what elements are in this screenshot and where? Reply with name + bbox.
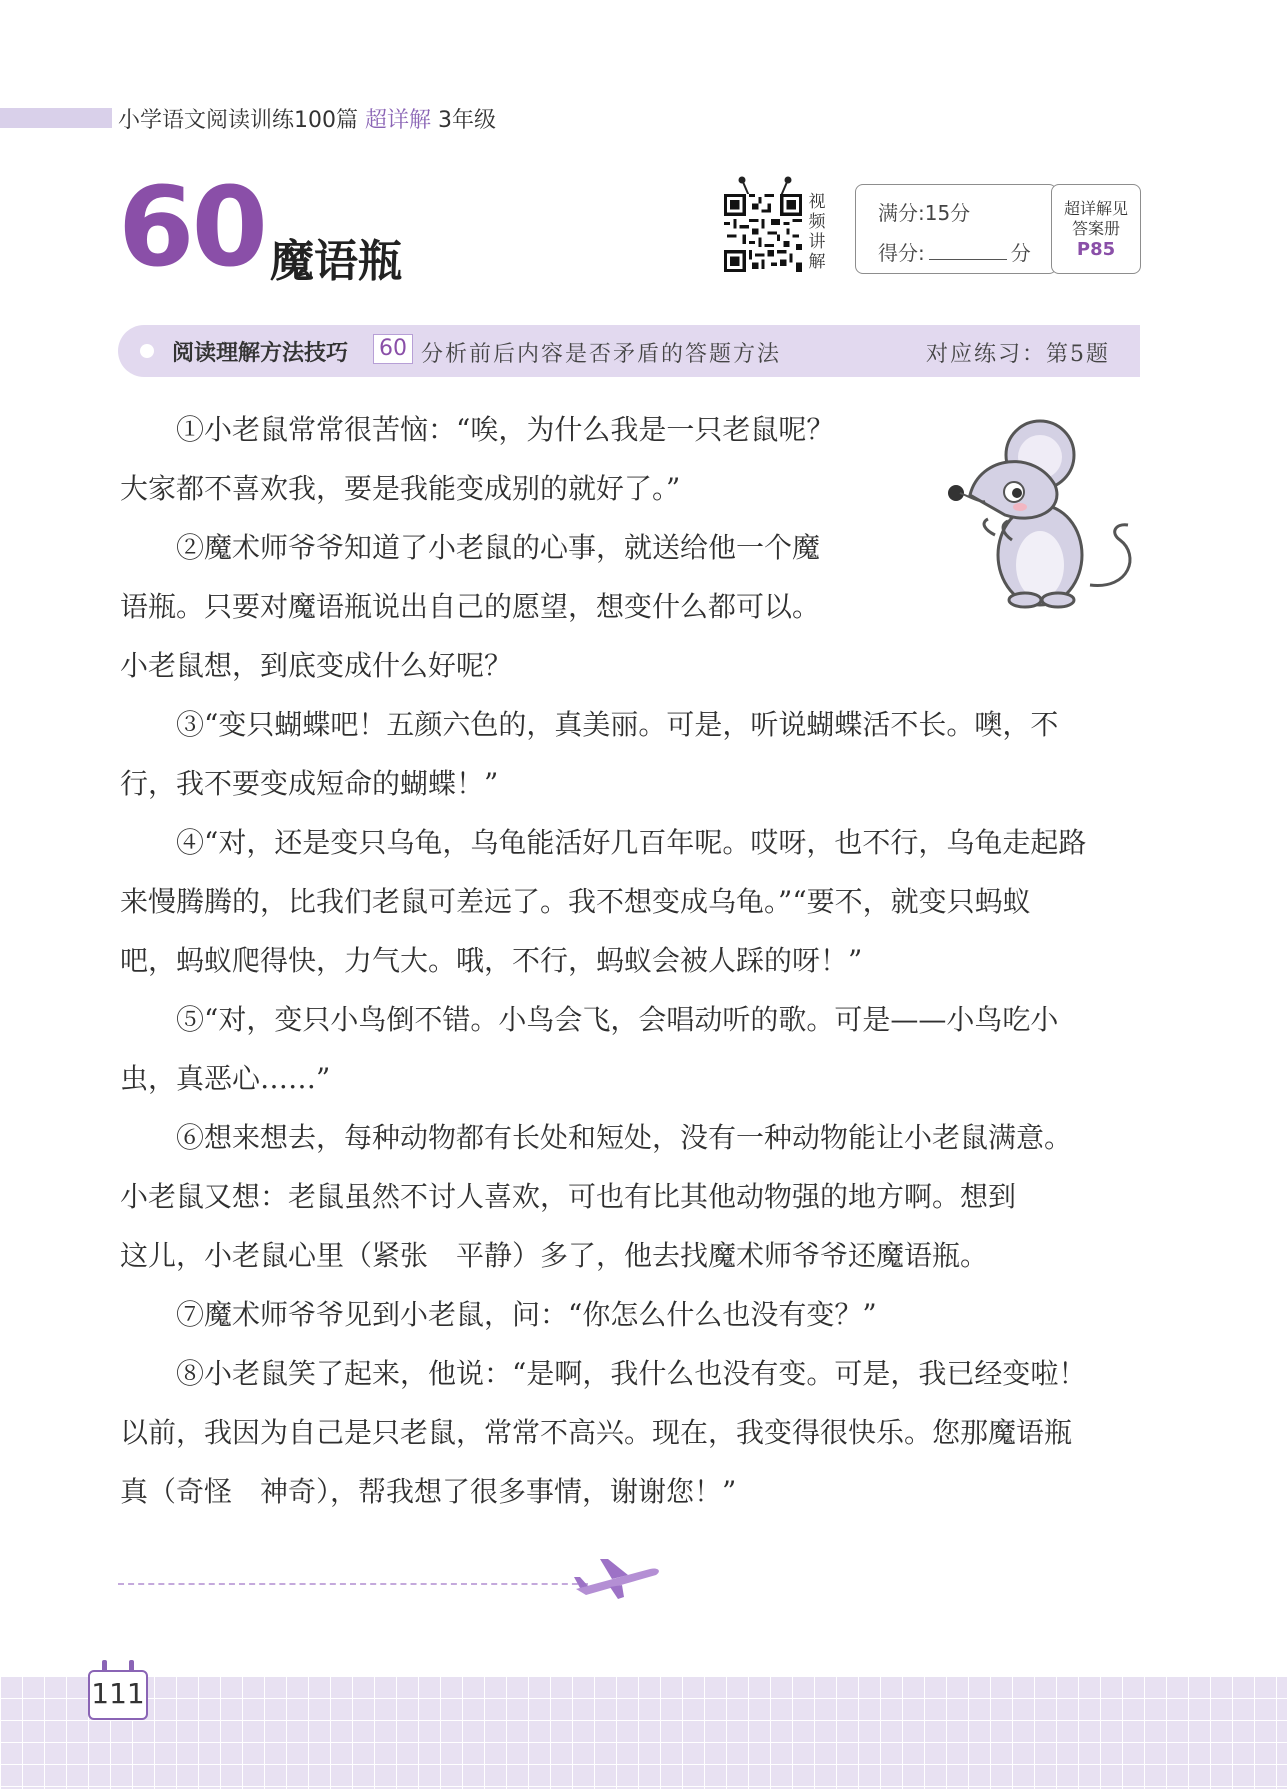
lesson-title: 魔语瓶: [270, 236, 402, 287]
bullet-dot-icon: [140, 344, 154, 358]
passage-line: ⑦魔术师爷爷见到小老鼠，问：“你怎么什么也没有变？”: [120, 1298, 877, 1331]
score-unit: 分: [1010, 241, 1031, 265]
video-label-char: 解: [808, 252, 826, 272]
video-explain-label: [806, 192, 828, 272]
answer-ref-page: P85: [1076, 239, 1116, 260]
passage-line: ③“变只蝴蝶吧！五颜六色的，真美丽。可是，听说蝴蝶活不长。噢，不: [120, 708, 1059, 741]
running-header: [118, 103, 496, 134]
method-tip-bar: [118, 325, 1140, 377]
video-label-char: 讲: [808, 232, 826, 252]
answer-reference-tab: [1051, 184, 1141, 274]
passage-line: 真（奇怪 神奇），帮我想了很多事情，谢谢您！”: [120, 1475, 737, 1508]
video-label-char: 视: [808, 192, 826, 212]
footer-grid-band: [0, 1676, 1287, 1789]
qr-code-icon[interactable]: [724, 194, 802, 272]
score-entry: [878, 237, 1031, 266]
answer-ref-line1: 超详解见: [1063, 199, 1128, 218]
method-practice-ref: 对应练习：第5题: [926, 342, 1110, 367]
book-accent: 超详解: [365, 108, 432, 133]
passage-line: 虫，真恶心……”: [120, 1062, 331, 1095]
full-score: 满分:15分: [878, 201, 971, 225]
passage-line: ④“对，还是变只乌龟，乌龟能活好几百年呢。哎呀，也不行，乌龟走起路: [120, 826, 1087, 859]
passage-line: ②魔术师爷爷知道了小老鼠的心事，就送给他一个魔: [120, 531, 821, 564]
passage-line: 大家都不喜欢我，要是我能变成别的就好了。”: [120, 472, 681, 505]
airplane-icon: [572, 1555, 662, 1599]
passage-line: 吧，蚂蚁爬得快，力气大。哦，不行，蚂蚁会被人踩的呀！”: [120, 944, 863, 977]
video-label-char: 频: [808, 212, 826, 232]
passage-line: ⑤“对，变只小鸟倒不错。小鸟会飞，会唱动听的歌。可是——小鸟吃小: [120, 1003, 1059, 1036]
passage-line: 来慢腾腾的，比我们老鼠可差远了。我不想变成乌龟。”“要不，就变只蚂蚁: [120, 885, 1031, 918]
passage-line: 小老鼠想，到底变成什么好呢？: [120, 649, 513, 682]
passage-line: 这儿，小老鼠心里（紧张 平静）多了，他去找魔术师爷爷还魔语瓶。: [120, 1239, 989, 1272]
method-description: 分析前后内容是否矛盾的答题方法: [421, 342, 782, 367]
passage-line: 行，我不要变成短命的蝴蝶！”: [120, 767, 499, 800]
header-band: [0, 108, 112, 128]
passage-line: 以前，我因为自己是只老鼠，常常不高兴。现在，我变得很快乐。您那魔语瓶: [120, 1416, 1073, 1449]
passage-line: 语瓶。只要对魔语瓶说出自己的愿望，想变什么都可以。: [120, 590, 821, 623]
method-label: 阅读理解方法技巧: [172, 341, 349, 366]
score-blank[interactable]: [929, 243, 1007, 260]
answer-ref-line2: 答案册: [1071, 219, 1120, 238]
passage-line: ⑥想来想去，每种动物都有长处和短处，没有一种动物能让小老鼠满意。: [120, 1121, 1073, 1154]
passage-line: 小老鼠又想：老鼠虽然不讨人喜欢，可也有比其他动物强的地方啊。想到: [120, 1180, 1017, 1213]
section-divider: [118, 1583, 588, 1585]
method-number: 60: [373, 334, 413, 364]
score-label: 得分:: [878, 241, 925, 265]
passage-line: ①小老鼠常常很苦恼：“唉，为什么我是一只老鼠呢？: [120, 413, 835, 446]
score-box: [855, 184, 1057, 274]
page-number: 111: [88, 1670, 148, 1720]
lesson-number: 60: [118, 163, 266, 291]
book-title: 小学语文阅读训练100篇: [118, 108, 358, 133]
mouse-illustration-icon: [940, 415, 1140, 610]
passage-line: ⑧小老鼠笑了起来，他说：“是啊，我什么也没有变。可是，我已经变啦！: [120, 1357, 1087, 1390]
grade-label: 3年级: [438, 108, 497, 133]
